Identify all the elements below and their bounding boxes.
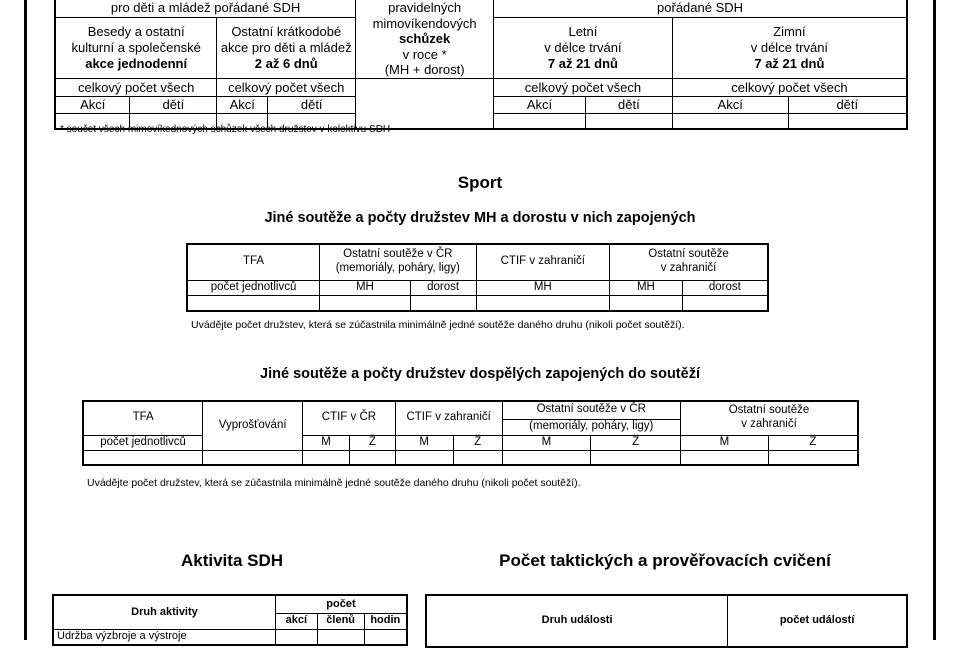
besedy-line-1: Besedy a ostatní	[87, 24, 185, 40]
adult-ctif-zahr-m-cell[interactable]	[395, 450, 453, 465]
adult-ostatni-zahr-m-cell[interactable]	[681, 450, 769, 465]
adult-competitions-table	[82, 400, 859, 466]
zimni-akci-header: Akcí	[672, 96, 788, 113]
zimni-line-2: v délce trvání	[750, 39, 829, 55]
letni-total-label: celkový počet všech	[494, 78, 673, 96]
letni-deti-header: dětí	[585, 96, 672, 113]
letni-line-2: v délce trvání	[544, 39, 622, 55]
zimni-akci-cell[interactable]	[672, 113, 788, 129]
youth-cr-dorost-cell[interactable]	[410, 295, 476, 311]
letni-deti-cell[interactable]	[585, 113, 672, 129]
aktivita-akci-header: akcí	[275, 613, 317, 629]
cviceni-table	[425, 594, 908, 648]
adult-ctif-cr-z-cell[interactable]	[349, 450, 395, 465]
schuzky-bold: schůzek	[398, 31, 451, 47]
ostatni-total-label: celkový počet všech	[217, 78, 356, 96]
schuzky-line-2: mimovíkendových	[372, 15, 477, 31]
cut-header-left: pro děti a mládež pořádané SDH	[55, 0, 356, 17]
adult-ctif-zahr-z: Ž	[453, 435, 502, 450]
schuzky-footnote: * součet všech mimovíkednových schůzek všech družstev v kolektivu SDH	[60, 124, 391, 135]
ostatni-bold: 2 až 6 dnů	[254, 55, 318, 71]
aktivita-table	[52, 594, 408, 646]
schuzky-year: v roce *	[402, 46, 447, 62]
adult-ostatni-cr-m-cell[interactable]	[502, 450, 591, 465]
besedy-line-2: kulturní a společenské	[71, 39, 201, 55]
cviceni-druh-header: Druh události	[426, 595, 728, 647]
adult-ostatni-zahr-z: Ž	[768, 435, 858, 450]
besedy-bold: akce jednodenní	[85, 55, 188, 71]
aktivita-druh-header: Druh aktivity	[53, 595, 275, 629]
besedy-akci-header: Akcí	[55, 96, 130, 113]
zimni-line-1: Zimní	[773, 24, 806, 40]
aktivita-title: Aktivita SDH	[180, 551, 284, 570]
youth-note: Uvádějte počet družstev, která se zúčastnila minimálně jedné soutěže daného druhu (nikoli počet soutěží).	[191, 319, 685, 331]
schuzky-count-cell[interactable]	[356, 78, 494, 129]
zimni-header	[672, 17, 907, 78]
adult-ostatni-zahr-z-cell[interactable]	[768, 450, 858, 465]
youth-ctif-header: CTIF v zahraničí	[476, 244, 610, 280]
adult-ctif-cr-m-cell[interactable]	[303, 450, 350, 465]
adult-ostatni-zahr-header	[681, 401, 859, 435]
youth-zahr-dorost-header: dorost	[682, 280, 768, 295]
youth-zahr-mh-cell[interactable]	[610, 295, 683, 311]
aktivita-hodin-header: hodin	[364, 613, 407, 629]
ostatni-line-2: akce pro děti a mládež	[220, 39, 352, 55]
schuzky-header	[356, 0, 494, 78]
ostatni-deti-header: dětí	[268, 96, 356, 113]
adult-vyprostovani-header: Vyprošťování	[203, 401, 303, 450]
youth-ostatni-zahr-line-2: v zahraničí	[660, 262, 717, 275]
adult-ctif-cr-m: M	[303, 435, 350, 450]
zimni-deti-header: dětí	[788, 96, 907, 113]
besedy-header	[55, 17, 217, 78]
youth-ostatni-zahranici-header	[610, 244, 768, 280]
adult-ctif-cr-header: CTIF v ČR	[303, 401, 396, 435]
cut-header-right: pořádané SDH	[494, 0, 907, 17]
besedy-deti-header: dětí	[130, 96, 217, 113]
aktivita-row-label: Údržba výzbroje a výstroje	[53, 629, 275, 645]
cviceni-title: Počet taktických a prověřovacích cvičení	[499, 551, 831, 570]
letni-akci-header: Akcí	[494, 96, 586, 113]
aktivita-row-hodin-cell[interactable]	[364, 629, 407, 645]
besedy-total-label: celkový počet všech	[55, 78, 217, 96]
adult-ctif-cr-z: Ž	[349, 435, 395, 450]
youth-cr-mh-header: MH	[320, 280, 411, 295]
adult-ostatni-cr-line-1: Ostatní soutěže v ČR	[502, 401, 680, 419]
adult-pocet-jednotlivcu: počet jednotlivců	[83, 435, 203, 450]
youth-ctif-mh-cell[interactable]	[476, 295, 610, 311]
letni-akci-cell[interactable]	[494, 113, 586, 129]
youth-cr-dorost-header: dorost	[410, 280, 476, 295]
aktivita-row-akci-cell[interactable]	[275, 629, 317, 645]
youth-ostatni-cr-line-2: (memoriály, poháry, ligy)	[335, 262, 460, 275]
schuzky-who: (MH + dorost)	[384, 62, 465, 78]
youth-tfa-cell[interactable]	[187, 295, 320, 311]
zimni-bold: 7 až 21 dnů	[754, 55, 825, 71]
schuzky-line-1: pravidelných	[388, 0, 462, 15]
aktivita-pocet-header: počet	[275, 595, 407, 613]
adult-tfa-cell[interactable]	[83, 450, 203, 465]
adult-ostatni-cr-z: Ž	[591, 435, 681, 450]
sport-title: Sport	[457, 173, 503, 192]
youth-heading: Jiné soutěže a počty družstev MH a dorostu v nich zapojených	[264, 210, 696, 226]
adult-tfa-header: TFA	[83, 401, 203, 435]
adult-heading: Jiné soutěže a počty družstev dospělých zapojených do soutěží	[260, 366, 700, 382]
youth-ostatni-cr-header	[320, 244, 476, 280]
youth-pocet-jednotlivcu: počet jednotlivců	[187, 280, 320, 295]
adult-ostatni-cr-line-2: (memoriály, poháry, ligy)	[502, 419, 680, 435]
youth-events-table	[54, 0, 908, 130]
zimni-deti-cell[interactable]	[788, 113, 907, 129]
youth-competitions-table	[186, 243, 769, 312]
zimni-total-label: celkový počet všech	[672, 78, 907, 96]
ostatni-header	[217, 17, 356, 78]
adult-ostatni-zahr-line-1: Ostatní soutěže	[728, 404, 810, 417]
adult-ctif-zahr-m: M	[395, 435, 453, 450]
aktivita-row-clenu-cell[interactable]	[317, 629, 364, 645]
page-frame-left	[24, 0, 27, 640]
youth-tfa-header: TFA	[187, 244, 320, 280]
cviceni-pocet-header: počet událostí	[728, 595, 907, 647]
aktivita-clenu-header: členů	[317, 613, 364, 629]
adult-ostatni-zahr-m: M	[681, 435, 769, 450]
adult-ostatni-cr-m: M	[502, 435, 591, 450]
youth-ostatni-zahr-line-1: Ostatní soutěže	[648, 248, 729, 261]
youth-zahr-mh-header: MH	[610, 280, 683, 295]
youth-ostatni-cr-line-1: Ostatní soutěže v ČR	[343, 248, 453, 261]
adult-ostatni-zahr-line-2: v zahraničí	[741, 418, 797, 431]
letni-bold: 7 až 21 dnů	[547, 55, 618, 71]
youth-cr-mh-cell[interactable]	[320, 295, 411, 311]
youth-ctif-mh-header: MH	[476, 280, 610, 295]
youth-zahr-dorost-cell[interactable]	[682, 295, 768, 311]
letni-header	[494, 17, 673, 78]
adult-ostatni-cr-z-cell[interactable]	[591, 450, 681, 465]
adult-ctif-zahr-header: CTIF v zahraničí	[395, 401, 502, 435]
ostatni-akci-header: Akcí	[217, 96, 268, 113]
letni-line-1: Letní	[568, 24, 598, 40]
adult-ctif-zahr-z-cell[interactable]	[453, 450, 502, 465]
adult-vyprostovani-cell[interactable]	[203, 450, 303, 465]
adult-note: Uvádějte počet družstev, která se zúčastnila minimálně jedné soutěže daného druhu (nikoli počet soutěží).	[87, 477, 581, 489]
ostatni-line-1: Ostatní krátkodobé	[231, 24, 342, 40]
page-frame-right	[933, 0, 936, 640]
